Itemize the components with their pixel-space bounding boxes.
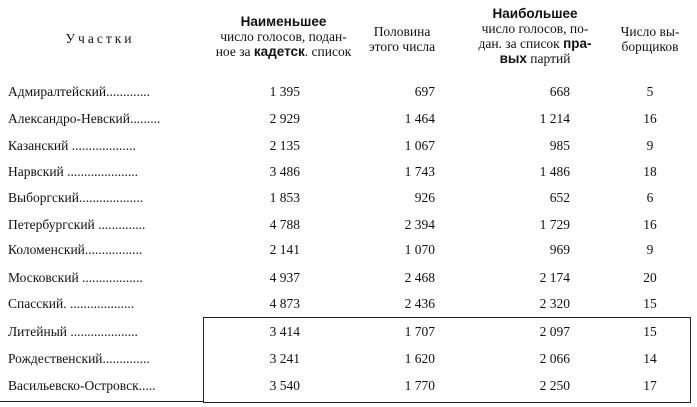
table-row [0, 138, 697, 164]
electors-cell: 5 [646, 84, 654, 99]
min-votes-cell: 3 540 [269, 378, 300, 393]
district-cell: Спасский. ................... [8, 296, 135, 311]
max-votes-cell: 1 214 [539, 111, 570, 126]
max-votes-cell: 2 174 [539, 270, 570, 285]
header-min-votes [196, 14, 371, 59]
min-votes-cell: 1 395 [269, 84, 300, 99]
header-max-votes-line2: число голосов, по- [481, 21, 589, 36]
max-votes-cell: 985 [549, 138, 570, 153]
table-row [0, 111, 697, 137]
half-cell: 697 [414, 84, 435, 99]
table-row [0, 84, 697, 110]
electors-cell: 9 [646, 242, 654, 257]
min-votes-cell: 3 486 [269, 164, 300, 179]
max-votes-cell: 2 250 [539, 378, 570, 393]
half-cell: 2 436 [404, 296, 435, 311]
min-votes-cell: 2 929 [269, 111, 300, 126]
electors-cell: 16 [643, 111, 657, 126]
district-cell: Александро-Невский......... [8, 111, 161, 126]
electors-cell: 15 [643, 296, 657, 311]
district-cell: Нарвский ..................... [8, 164, 139, 179]
max-votes-cell: 1 729 [539, 217, 570, 232]
district-cell: Казанский ................... [8, 138, 136, 153]
min-votes-cell: 3 414 [269, 324, 300, 339]
half-cell: 1 620 [404, 351, 435, 366]
half-cell: 1 067 [404, 138, 435, 153]
header-half-line1: Половина [373, 24, 431, 39]
highlight-box [203, 317, 691, 403]
header-min-votes-title: Наименьшее [240, 14, 327, 29]
header-min-votes-line3a: ное за [215, 44, 254, 59]
district-cell: Петербургский .............. [8, 217, 146, 232]
header-electors-line2: борщиков [621, 39, 679, 54]
district-cell: Выборгский................... [8, 190, 144, 205]
header-electors-line1: Число вы- [620, 24, 680, 39]
max-votes-cell: 668 [549, 84, 570, 99]
bottom-rule [0, 401, 203, 402]
half-cell: 2 468 [404, 270, 435, 285]
header-max-votes-line3a: дан. за список [478, 36, 564, 51]
header-max-votes-line4-bold: вых [499, 51, 527, 66]
header-max-votes [455, 6, 615, 66]
max-votes-cell: 2 097 [539, 324, 570, 339]
max-votes-cell: 652 [549, 190, 570, 205]
header-max-votes-line3-bold: пра- [563, 36, 592, 51]
half-cell: 1 743 [404, 164, 435, 179]
table-row [0, 217, 697, 243]
header-max-votes-title: Наибольшее [492, 6, 578, 21]
table-row [0, 164, 697, 190]
header-half-line2: этого числа [368, 39, 436, 54]
header-min-votes-line3b: . список [304, 44, 352, 59]
half-cell: 1 070 [404, 242, 435, 257]
table-row [0, 190, 697, 216]
half-cell: 1 770 [404, 378, 435, 393]
header-districts [55, 31, 145, 46]
min-votes-cell: 4 937 [269, 270, 300, 285]
table-row [0, 242, 697, 268]
district-cell: Литейный .................... [8, 324, 138, 339]
electors-cell: 14 [643, 351, 657, 366]
electors-cell: 18 [643, 164, 657, 179]
header-districts-text: Участки [65, 31, 135, 46]
half-cell: 1 464 [404, 111, 435, 126]
electors-cell: 9 [646, 138, 654, 153]
district-cell: Васильевско-Островск..... [8, 378, 156, 393]
district-cell: Адмиралтейский............. [8, 84, 150, 99]
electors-cell: 6 [646, 190, 654, 205]
max-votes-cell: 1 486 [539, 164, 570, 179]
half-cell: 1 707 [404, 324, 435, 339]
half-cell: 926 [414, 190, 435, 205]
electors-cell: 15 [643, 324, 657, 339]
electors-cell: 16 [643, 217, 657, 232]
electors-cell: 17 [643, 378, 657, 393]
header-min-votes-line2: число голосов, подан- [220, 29, 347, 44]
electors-cell: 20 [643, 270, 657, 285]
district-cell: Рождественский.............. [8, 351, 150, 366]
max-votes-cell: 969 [549, 242, 570, 257]
max-votes-cell: 2 066 [539, 351, 570, 366]
header-electors [610, 24, 690, 54]
district-cell: Коломенский................. [8, 242, 143, 257]
min-votes-cell: 3 241 [269, 351, 300, 366]
max-votes-cell: 2 320 [539, 296, 570, 311]
min-votes-cell: 2 135 [269, 138, 300, 153]
half-cell: 2 394 [404, 217, 435, 232]
min-votes-cell: 2 141 [269, 242, 300, 257]
header-max-votes-line4b: партий [526, 51, 571, 66]
header-half [352, 24, 452, 54]
min-votes-cell: 1 853 [269, 190, 300, 205]
min-votes-cell: 4 788 [269, 217, 300, 232]
district-cell: Московский .................. [8, 270, 143, 285]
table-row [0, 270, 697, 296]
header-min-votes-line3-bold: кадетск [253, 44, 305, 59]
min-votes-cell: 4 873 [269, 296, 300, 311]
